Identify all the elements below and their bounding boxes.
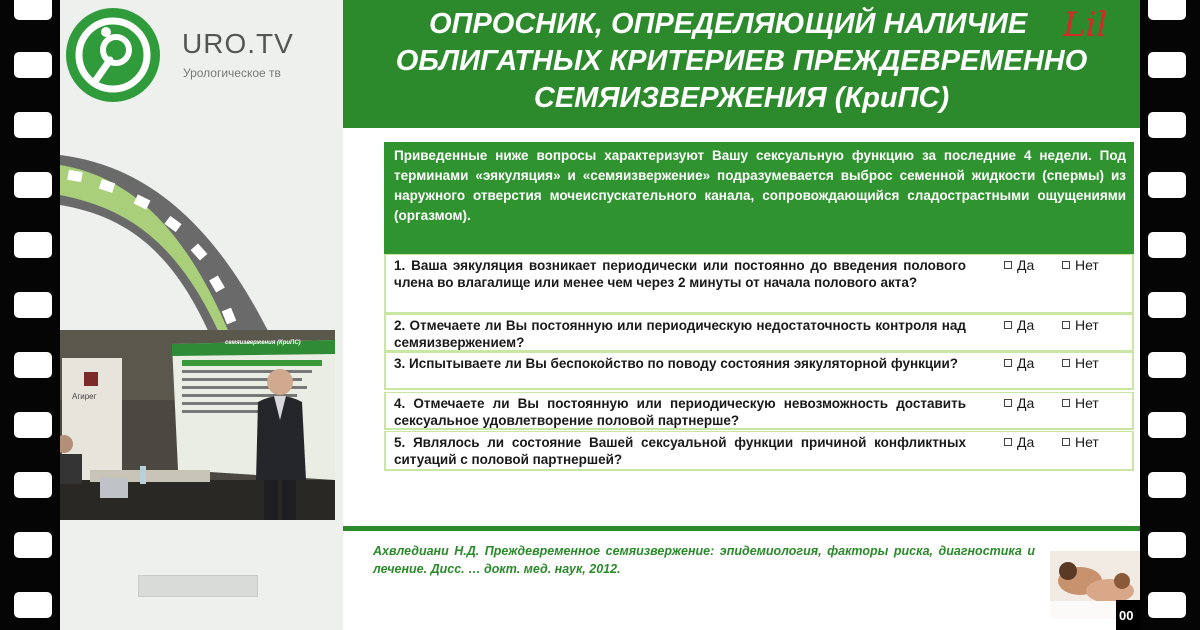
film-hole [1148,112,1186,138]
film-hole [1148,52,1186,78]
header-logo-mark: Lil [1063,5,1108,45]
question-row [384,392,1134,430]
film-hole [1148,472,1186,498]
question-row [384,314,1134,352]
film-hole [14,0,52,20]
film-hole [1148,352,1186,378]
question-text: 1. Ваша эякуляция возникает периодически или постоянно до введения полового члена во влагалище или менее чем через 2 минуты от начала полового акта? [394,258,966,290]
video-banner-text: Агирег [72,392,97,401]
film-hole [14,52,52,78]
answer-yes[interactable]: Да [1004,355,1034,371]
questionnaire-intro: Приведенные ниже вопросы характеризуют Вашу сексуальную функцию за последние 4 недели. Под терминами «эякуляция» и «семяизвержение» подразумевается выброс семенной жидкости (спермы) из наружного отверстия мочеиспускательного канала, сопровождающийся сладострастными ощущениями (оргазмом). [384,142,1134,254]
film-hole [14,112,52,138]
slide-title-line: СЕМЯИЗВЕРЖЕНИЯ (КриПС) [533,82,950,114]
video-screen-title: семяизвержения (КриПС) [225,340,301,346]
film-hole [14,592,52,618]
film-hole [14,292,52,318]
slide-number: 00 [1116,600,1140,630]
brand-subtitle: Урологическое тв [183,66,281,80]
film-hole [14,532,52,558]
answer-yes[interactable]: Да [1004,257,1034,273]
monitor-stand [138,575,258,597]
slide-divider [343,526,1140,531]
checkbox-icon[interactable] [1004,261,1012,269]
film-hole [1148,232,1186,258]
slide-header [343,0,1140,128]
checkbox-icon[interactable] [1004,359,1012,367]
film-hole [14,352,52,378]
answer-no[interactable]: Нет [1062,257,1099,273]
answer-no[interactable]: Нет [1062,317,1099,333]
slide-title-line: ОБЛИГАТНЫХ КРИТЕРИЕВ ПРЕЖДЕВРЕМЕННО [395,45,1088,77]
question-text: 4. Отмечаете ли Вы постоянную или периодическую невозможность доставить сексуальное удовлетворение половой партнерше? [394,396,966,428]
checkbox-icon[interactable] [1062,359,1070,367]
presentation-slide [343,0,1140,630]
film-hole [1148,532,1186,558]
checkbox-icon[interactable] [1062,261,1070,269]
film-reel-decoration [60,145,343,335]
checkbox-icon[interactable] [1062,399,1070,407]
checkbox-icon[interactable] [1004,399,1012,407]
question-text: 3. Испытываете ли Вы беспокойство по поводу состояния эякуляторной функции? [394,356,959,371]
answer-yes[interactable]: Да [1004,434,1034,450]
film-hole [1148,592,1186,618]
question-text: 2. Отмечаете ли Вы постоянную или периодическую недостаточность контроля над семяизвержением? [394,318,966,350]
film-strip-right [1140,0,1200,630]
film-hole [1148,412,1186,438]
film-hole [1148,172,1186,198]
checkbox-icon[interactable] [1062,321,1070,329]
film-hole [14,412,52,438]
answer-yes[interactable]: Да [1004,317,1034,333]
uro-tv-logo-icon [66,8,160,102]
answer-yes[interactable]: Да [1004,395,1034,411]
brand-name: URO.TV [182,28,294,59]
channel-panel [60,0,343,630]
checkbox-icon[interactable] [1004,438,1012,446]
film-strip-left [0,0,60,630]
citation: Ахвледиани Н.Д. Преждевременное семяизвержение: эпидемиология, факторы риска, диагностика и лечение. Дисс. … докт. мед. наук, 2012. [373,544,1035,576]
speaker-video[interactable] [60,330,335,520]
film-hole [14,472,52,498]
film-hole [1148,0,1186,20]
film-hole [1148,292,1186,318]
question-row [384,254,1134,314]
question-text: 5. Являлось ли состояние Вашей сексуальной функции причиной конфликтных ситуаций с половой партнершей? [394,435,966,467]
film-hole [14,232,52,258]
film-hole [14,172,52,198]
answer-no[interactable]: Нет [1062,355,1099,371]
answer-no[interactable]: Нет [1062,434,1099,450]
answer-no[interactable]: Нет [1062,395,1099,411]
slide-title-line: ОПРОСНИК, ОПРЕДЕЛЯЮЩИЙ НАЛИЧИЕ [429,8,1028,40]
checkbox-icon[interactable] [1004,321,1012,329]
checkbox-icon[interactable] [1062,438,1070,446]
question-row [384,352,1134,390]
question-row [384,431,1134,471]
